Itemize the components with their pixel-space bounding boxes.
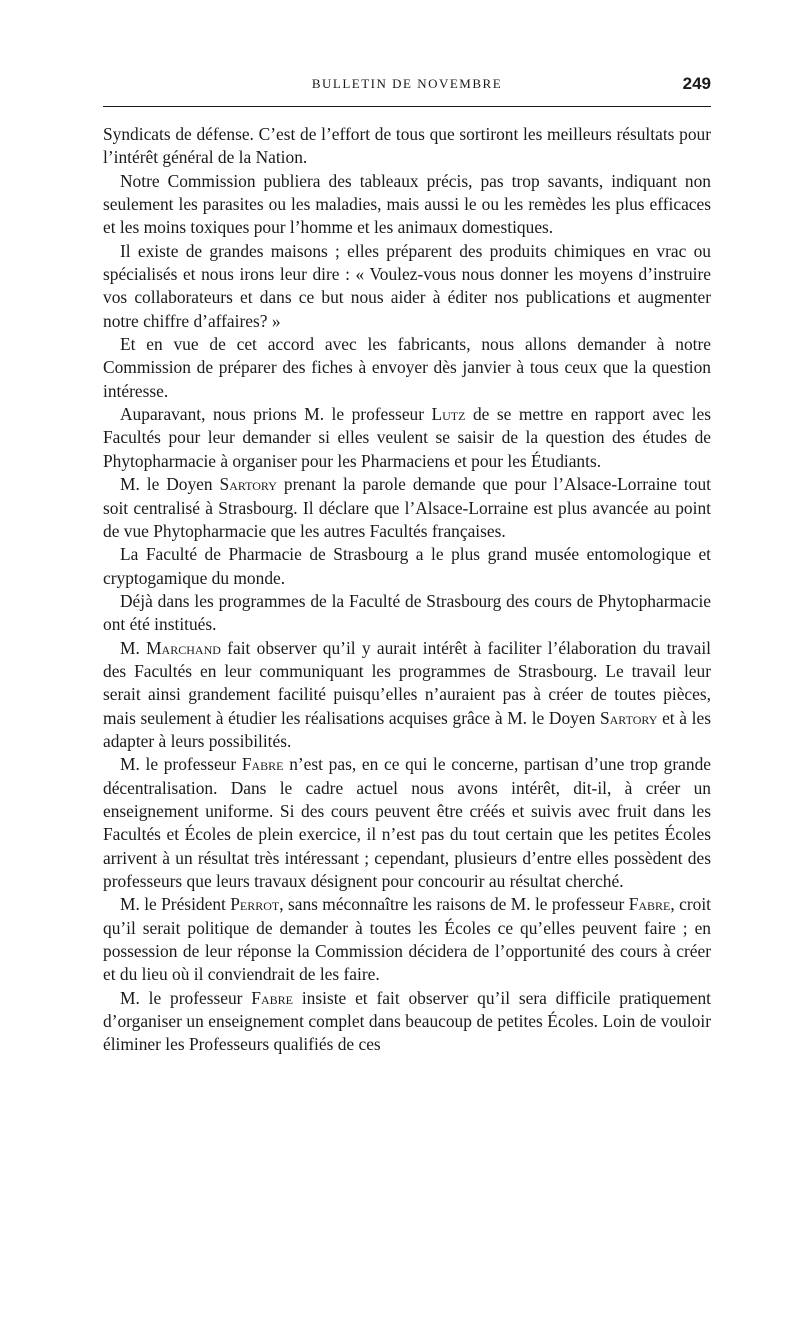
paragraph: M. le Président Perrot, sans méconnaître les raisons de M. le professeur Fabre, croit qu’il serait politique de demander à toutes les Écoles ce qu’elles peuvent faire ; en possession de leur réponse la Commission décidera de l’opportunité des cours à créer et du lieu où il conviendrait de les faire.: [103, 894, 711, 985]
page-number: 249: [682, 74, 711, 93]
paragraph: Déjà dans les programmes de la Faculté de Strasbourg des cours de Phytopharmacie ont été institués.: [103, 590, 711, 635]
paragraph: Syndicats de défense. C’est de l’effort de tous que sortiront les meilleurs résultats pour l’intérêt général de la Nation.: [103, 124, 711, 168]
person-name: Sartory: [599, 707, 658, 728]
running-title: BULLETIN DE NOVEMBRE: [311, 76, 503, 91]
paragraph: Auparavant, nous prions M. le professeur Lutz de se mettre en rapport avec les Facultés pour leur demander si elles veulent se saisir de la question des études de Phytopharmacie à organiser pour les Pharmaciens et pour les Étudiants.: [103, 404, 711, 471]
person-name: Fabre: [628, 894, 671, 915]
person-name: Fabre: [241, 754, 284, 775]
header-rule: [103, 106, 711, 107]
paragraph: M. le Doyen Sartory prenant la parole demande que pour l’Alsace-Lorraine tout soit centralisé à Strasbourg. Il déclare que l’Alsace-Lorraine est plus avancée au point de vue Phytopharmacie que les autres Facultés françaises.: [103, 474, 711, 541]
running-header: [103, 74, 711, 100]
paragraph: M. Marchand fait observer qu’il y aurait intérêt à faciliter l’élaboration du travail des Facultés en leur communiquant les programmes de Strasbourg. Le travail leur serait ainsi grandement facilité puisqu’elles n’auraient pas à créer de toutes pièces, mais seulement à étudier les réalisations acquises grâce à M. le Doyen Sartory et à les adapter à leurs possibilités.: [103, 637, 711, 751]
person-name: Sartory: [219, 474, 277, 495]
paragraph: M. le professeur Fabre n’est pas, en ce qui le concerne, partisan d’une trop grande décentralisation. Dans le cadre actuel nous avons intérêt, dit-il, à créer un enseignement uniforme. Si des cours peuvent être créés et suivis avec fruit dans les Facultés et Écoles de plein exercice, il n’est pas du tout certain que les petites Écoles arrivent à un résultat très intéressant ; cependant, plusieurs d’entre elles possèdent des professeurs que leurs travaux désignent pour concourir au résultat cherché.: [103, 754, 711, 891]
person-name: Perrot: [230, 894, 280, 915]
person-name: Marchand: [146, 637, 221, 658]
person-name: Fabre: [251, 987, 293, 1008]
paragraph: M. le professeur Fabre insiste et fait observer qu’il sera difficile pratiquement d’organiser un enseignement complet dans beaucoup de petites Écoles. Loin de vouloir éliminer les Professeurs qualifiés de ces: [103, 987, 711, 1055]
paragraph: Il existe de grandes maisons ; elles préparent des produits chimiques en vrac ou spécialisés et nous irons leur dire : « Voulez-vous nous donner les moyens d’instruire vos collaborateurs et dans ce but nous aider à éditer nos publications et augmenter notre chiffre d’affaires? »: [103, 240, 711, 331]
body-text: [103, 123, 711, 1057]
person-name: Lutz: [431, 404, 466, 425]
paragraph: La Faculté de Pharmacie de Strasbourg a le plus grand musée entomologique et cryptogamique du monde.: [103, 544, 711, 588]
paragraph: Notre Commission publiera des tableaux précis, pas trop savants, indiquant non seulement les parasites ou les maladies, mais aussi le ou les remèdes les plus efficaces et les moins toxiques pour l’homme et les animaux domestiques.: [103, 170, 711, 238]
paragraph: Et en vue de cet accord avec les fabricants, nous allons demander à notre Commission de préparer des fiches à envoyer dès janvier à tous ceux que la question intéresse.: [103, 334, 711, 401]
